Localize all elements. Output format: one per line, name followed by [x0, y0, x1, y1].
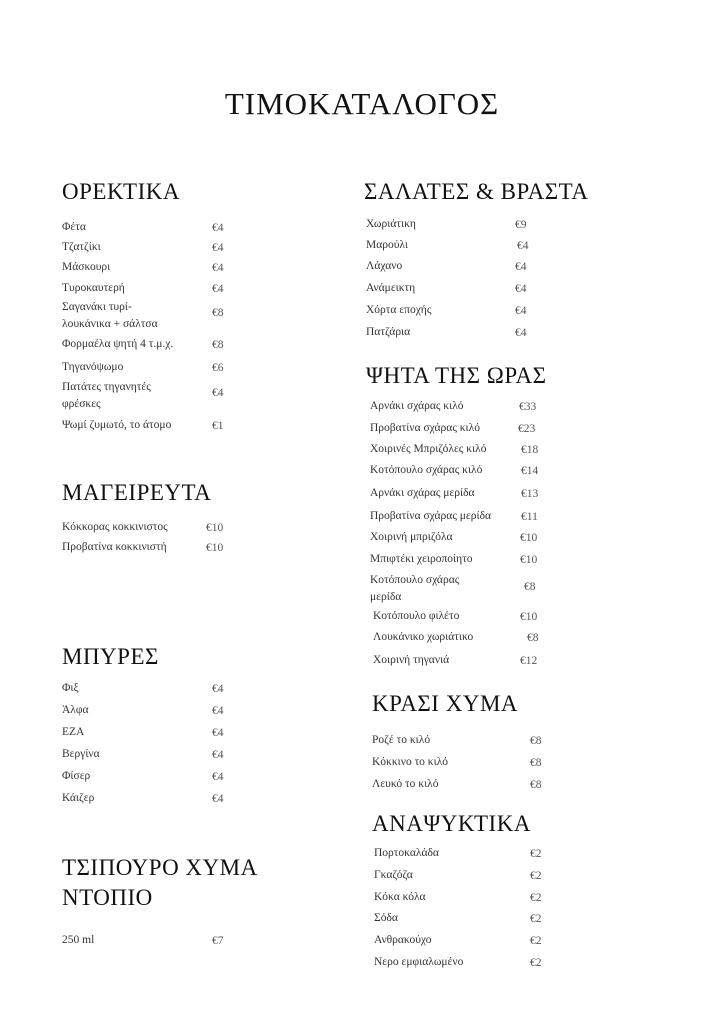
section-heading: ΤΣΙΠΟΥΡΟ ΧΥΜΑ: [62, 855, 258, 880]
section-heading: ΑΝΑΨΥΚΤΙΚΑ: [372, 811, 531, 836]
item-name: Χοιρινή μπριζόλα: [370, 531, 453, 543]
menu-item: [62, 417, 232, 434]
section-psita: [366, 361, 606, 391]
menu-item: [62, 932, 232, 949]
item-name: Τυροκαυτερή: [62, 282, 125, 294]
menu-item: [62, 519, 232, 536]
item-price: €33: [519, 400, 537, 413]
item-name: Άλφα: [62, 704, 89, 716]
item-name: Χωριάτικη: [366, 218, 416, 230]
section-heading: ΟΡΕΚΤΙΚΑ: [62, 179, 180, 204]
item-price: €13: [521, 487, 539, 500]
item-name: Μπιφτέκι χειροποίητο: [370, 553, 473, 565]
item-name: Λάχανο: [366, 260, 403, 272]
item-name-cont: λουκάνικα + σάλτσα: [62, 318, 158, 330]
menu-item: [370, 551, 550, 568]
item-price: €4: [212, 387, 224, 399]
menu-item: [62, 336, 232, 353]
menu-item: [370, 529, 550, 546]
item-price: €18: [521, 443, 539, 456]
menu-item: [374, 867, 554, 884]
menu-item: [370, 462, 550, 479]
item-name: Γκαζόζα: [374, 869, 413, 881]
section-anapsyktika: [372, 809, 592, 839]
item-price: €7: [212, 934, 224, 947]
item-price: €8: [524, 581, 536, 593]
menu-item: [374, 889, 554, 906]
item-name-cont: μερίδα: [370, 591, 402, 603]
menu-item: [62, 299, 232, 333]
item-name: Κόκκορας κοκκινιστος: [62, 521, 168, 533]
menu-item: [62, 259, 232, 276]
menu-item: [373, 652, 553, 669]
item-name: Ψωμί ζυμωτό, το άτομο: [62, 419, 172, 431]
item-price: €23: [518, 422, 536, 435]
menu-item: [366, 216, 536, 233]
item-price: €8: [212, 338, 224, 351]
item-name: Κάιζερ: [62, 792, 95, 804]
section-heading: ΜΠΥΡΕΣ: [62, 644, 159, 669]
item-price: €11: [521, 510, 538, 523]
item-name: Προβατίνα σχάρας κιλό: [370, 422, 480, 434]
menu-item: [62, 379, 232, 413]
item-price: €12: [520, 654, 538, 667]
item-name: Τηγανόψωμο: [62, 361, 124, 373]
item-price: €4: [515, 326, 527, 339]
item-name: Αρνάκι σχάρας κιλό: [370, 400, 464, 412]
item-name: Κοτόπουλο φιλέτο: [373, 610, 460, 622]
item-price: €2: [530, 912, 542, 925]
item-name: 250 ml: [62, 934, 95, 946]
item-name: Νερο εμφιαλωμένο: [374, 956, 464, 968]
section-salates: [364, 177, 624, 207]
item-name: Λευκό το κιλό: [372, 778, 439, 790]
item-price: €4: [212, 748, 224, 761]
menu-item: [374, 910, 554, 927]
menu-item: [372, 754, 552, 771]
item-name: Πατάτες τηγανητές: [62, 381, 151, 393]
item-name: Φίσερ: [62, 770, 91, 782]
item-price: €2: [530, 956, 542, 969]
item-price: €6: [212, 361, 224, 374]
menu-item: [370, 441, 550, 458]
section-heading-cont: ΝΤΟΠΙΟ: [62, 885, 153, 910]
menu-item: [62, 790, 232, 807]
menu-item: [374, 954, 554, 971]
item-price: €8: [527, 631, 539, 644]
item-price: €9: [515, 218, 527, 231]
item-name: Φέτα: [62, 221, 86, 233]
item-name: Φορμαέλα ψητή 4 τ.μ.χ.: [62, 338, 174, 350]
item-name: Σόδα: [374, 912, 398, 924]
item-name-cont: φρέσκες: [62, 398, 101, 410]
item-price: €4: [212, 726, 224, 739]
item-price: €8: [530, 734, 542, 747]
item-name: Πορτοκαλάδα: [374, 847, 439, 859]
item-price: €2: [530, 847, 542, 860]
menu-item: [62, 239, 232, 256]
item-price: €4: [212, 704, 224, 717]
menu-item: [366, 280, 536, 297]
item-price: €1: [212, 419, 224, 432]
item-price: €4: [212, 770, 224, 783]
item-name: Βεργίνα: [62, 748, 100, 760]
item-price: €14: [521, 464, 539, 477]
section-heading: ΜΑΓΕΙΡΕΥΤΑ: [62, 480, 212, 505]
section-mageireuta: [62, 478, 262, 508]
section-orektika: [62, 177, 262, 207]
menu-item: [62, 724, 232, 741]
menu-item: [370, 508, 550, 525]
item-name: Προβατίνα σχάρας μερίδα: [370, 510, 492, 522]
item-price: €4: [212, 261, 224, 274]
item-price: €2: [530, 869, 542, 882]
section-heading: ΨΗΤΑ ΤΗΣ ΩΡΑΣ: [366, 363, 547, 388]
item-name: Ανθρακούχο: [374, 934, 432, 946]
menu-item: [62, 219, 232, 236]
item-price: €8: [212, 307, 224, 319]
item-name: Χοιρινές Μπριζόλες κιλό: [370, 443, 487, 455]
menu-item: [374, 845, 554, 862]
menu-item: [62, 280, 232, 297]
menu-item: [366, 324, 536, 341]
item-price: €10: [206, 521, 224, 534]
item-price: €10: [520, 553, 538, 566]
item-name: Χόρτα εποχής: [366, 304, 432, 316]
item-price: €2: [530, 934, 542, 947]
item-price: €10: [206, 541, 224, 554]
menu-item: [62, 359, 232, 376]
item-price: €8: [530, 756, 542, 769]
item-price: €4: [517, 239, 529, 252]
item-name: Ανάμεικτη: [366, 282, 416, 294]
item-name: Τζατζίκι: [62, 241, 101, 253]
menu-item: [372, 776, 552, 793]
menu-item: [62, 539, 232, 556]
item-price: €4: [212, 282, 224, 295]
menu-item: [374, 932, 554, 949]
menu-item: [370, 398, 550, 415]
item-price: €10: [520, 531, 538, 544]
menu-item: [370, 572, 550, 606]
section-heading: ΣΑΛΑΤΕΣ & ΒΡΑΣΤΑ: [364, 179, 589, 204]
item-name: Ροζέ το κιλό: [372, 734, 431, 746]
menu-item: [373, 608, 553, 625]
item-name: Κοτόπουλο σχάρας κιλό: [370, 464, 483, 476]
menu-item: [62, 746, 232, 763]
item-name: Κόκκινο το κιλό: [372, 756, 449, 768]
item-name: Κόκα κόλα: [374, 891, 426, 903]
page-title: ΤΙΜΟΚΑΤΑΛΟΓΟΣ: [224, 86, 500, 121]
menu-item: [62, 680, 232, 697]
menu-item: [62, 768, 232, 785]
item-price: €4: [515, 282, 527, 295]
section-krasi: [372, 689, 572, 719]
menu-item: [370, 485, 550, 502]
section-heading: ΚΡΑΣΙ ΧΥΜΑ: [372, 691, 518, 716]
item-name: Λουκάνικο χωριάτικο: [373, 631, 474, 643]
menu-item: [370, 420, 550, 437]
item-name: Χοιρινή τηγανιά: [373, 654, 450, 666]
item-price: €4: [515, 304, 527, 317]
item-name: Πατζάρια: [366, 326, 411, 338]
item-name: Μαρούλι: [366, 239, 408, 251]
item-name: Κοτόπουλο σχάρας: [370, 574, 460, 586]
menu-item: [366, 258, 536, 275]
menu-item: [366, 302, 536, 319]
item-name: Φιξ: [62, 682, 79, 694]
item-name: Προβατίνα κοκκινιστή: [62, 541, 167, 553]
item-price: €2: [530, 891, 542, 904]
section-mpyres: [62, 642, 262, 672]
item-name: Αρνάκι σχάρας μερίδα: [370, 487, 475, 499]
item-name: ΕΖΑ: [62, 726, 85, 738]
item-price: €10: [520, 610, 538, 623]
item-price: €4: [212, 682, 224, 695]
item-price: €8: [530, 778, 542, 791]
item-price: €4: [212, 792, 224, 805]
item-price: €4: [515, 260, 527, 273]
item-name: Σαγανάκι τυρί-: [62, 301, 132, 313]
item-name: Μάσκουρι: [62, 261, 111, 273]
menu-item: [366, 237, 536, 254]
menu-item: [372, 732, 552, 749]
item-price: €4: [212, 221, 224, 234]
menu-item: [373, 629, 553, 646]
section-tsipouro: [62, 853, 302, 913]
menu-item: [62, 702, 232, 719]
item-price: €4: [212, 241, 224, 254]
